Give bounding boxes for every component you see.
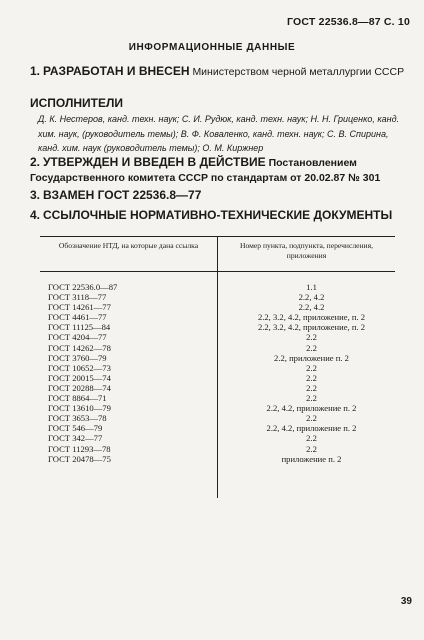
document-cell: ГОСТ 546—79: [40, 423, 218, 433]
document-cell: ГОСТ 8864—71: [40, 393, 218, 403]
document-cell: ГОСТ 11293—78: [40, 444, 218, 454]
document-cell: ГОСТ 20288—74: [40, 383, 218, 393]
clause-cell: 2.2: [306, 332, 317, 343]
table-row: [40, 322, 395, 332]
clause-cell: 2.2, 3.2, 4.2, приложение, п. 2: [257, 322, 366, 333]
table-row: [40, 383, 395, 393]
section-references: [30, 208, 410, 224]
table-row: [40, 363, 395, 373]
clause-cell: 2.2: [306, 433, 317, 444]
table-row: [40, 272, 395, 293]
table-row: [40, 373, 395, 383]
clause-cell: 2.2, 4.2: [298, 292, 325, 303]
info-title: ИНФОРМАЦИОННЫЕ ДАННЫЕ: [128, 42, 296, 53]
table-row: [40, 423, 395, 433]
table-row: [40, 413, 395, 423]
document-cell: ГОСТ 3118—77: [40, 292, 218, 302]
table-body: [40, 272, 395, 498]
document-cell: ГОСТ 4461—77: [40, 312, 218, 322]
table-header-row: [40, 237, 395, 272]
section-bold-label: РАЗРАБОТАН И ВНЕСЕН: [42, 64, 190, 78]
table-row: [40, 433, 395, 443]
document-cell: ГОСТ 10652—73: [40, 363, 218, 373]
section-text: Постановлением Государственного комитета СССР по стандартам от 20.02.87 № 301: [30, 157, 381, 184]
section-number: 3.: [30, 188, 41, 202]
document-cell: ГОСТ 13610—79: [40, 403, 218, 413]
clause-cell: 2.2: [306, 382, 317, 393]
section-developed: [30, 64, 410, 80]
column-header-clause: Номер пункта, подпункта, перечисления, приложения: [218, 237, 396, 272]
executors-text: Д. К. Нестеров, канд. техн. наук; С. И. Рудюк, канд. техн. наук; Н. Н. Гриценко, канд. хим. наук, (руководитель темы); В. Ф. Коваленко, канд. техн. наук; С. В. Спирина, канд. хим. наук (руководитель темы); О. М. Киржнер: [38, 114, 400, 153]
section-text: Министерством черной металлургии СССР: [192, 66, 405, 78]
clause-cell: 2.2: [306, 443, 317, 454]
table-row: [40, 343, 395, 353]
document-cell: ГОСТ 20478—75: [40, 454, 218, 498]
document-cell: ГОСТ 20015—74: [40, 373, 218, 383]
document-cell: ГОСТ 4204—77: [40, 332, 218, 342]
table-row: [40, 312, 395, 322]
document-cell: ГОСТ 14262—78: [40, 343, 218, 353]
clause-cell: 2.2, 4.2, приложение п. 2: [266, 403, 357, 414]
page-number: 39: [400, 596, 412, 607]
references-table: [40, 236, 395, 498]
table-row: [40, 403, 395, 413]
section-number: 1.: [30, 64, 41, 78]
table-row: [40, 353, 395, 363]
clause-cell: 2.2, 4.2: [298, 302, 325, 313]
clause-cell: 2.2, 4.2, приложение п. 2: [266, 423, 357, 434]
clause-cell: 2.2, приложение п. 2: [274, 352, 349, 363]
clause-cell: 2.2: [306, 362, 317, 373]
section-replaces: [30, 188, 410, 204]
executors-heading: ИСПОЛНИТЕЛИ: [30, 96, 124, 110]
document-cell: ГОСТ 3760—79: [40, 353, 218, 363]
table-row: [40, 292, 395, 302]
section-text: ВЗАМЕН ГОСТ 22536.8—77: [42, 188, 202, 202]
section-number: 4.: [30, 208, 41, 222]
table-row: [40, 454, 395, 498]
document-cell: ГОСТ 14261—77: [40, 302, 218, 312]
clause-cell: 2.2: [306, 372, 317, 383]
page-header: ГОСТ 22536.8—87 С. 10: [287, 16, 410, 28]
clause-cell: 2.2, 3.2, 4.2, приложение, п. 2: [257, 312, 366, 323]
section-text: ССЫЛОЧНЫЕ НОРМАТИВНО-ТЕХНИЧЕСКИЕ ДОКУМЕНТЫ: [42, 208, 393, 222]
table-row: [40, 393, 395, 403]
table-row: [40, 302, 395, 312]
section-bold-label: УТВЕРЖДЕН И ВВЕДЕН В ДЕЙСТВИЕ: [42, 155, 266, 169]
section-approved: [30, 155, 410, 186]
column-header-document: Обозначение НТД, на которые дана ссылка: [40, 237, 218, 272]
clause-cell: 2.2: [306, 393, 317, 404]
document-cell: ГОСТ 342—77: [40, 433, 218, 443]
clause-cell: 2.2: [306, 342, 317, 353]
table-row: [40, 332, 395, 342]
clause-cell: 2.2: [306, 413, 317, 424]
document-cell: ГОСТ 11125—84: [40, 322, 218, 332]
section-number: 2.: [30, 155, 41, 169]
document-cell: ГОСТ 3653—78: [40, 413, 218, 423]
table-row: [40, 444, 395, 454]
clause-cell: 1.1: [306, 282, 317, 292]
document-cell: ГОСТ 22536.0—87: [40, 272, 218, 293]
clause-cell: приложение п. 2: [281, 453, 342, 464]
